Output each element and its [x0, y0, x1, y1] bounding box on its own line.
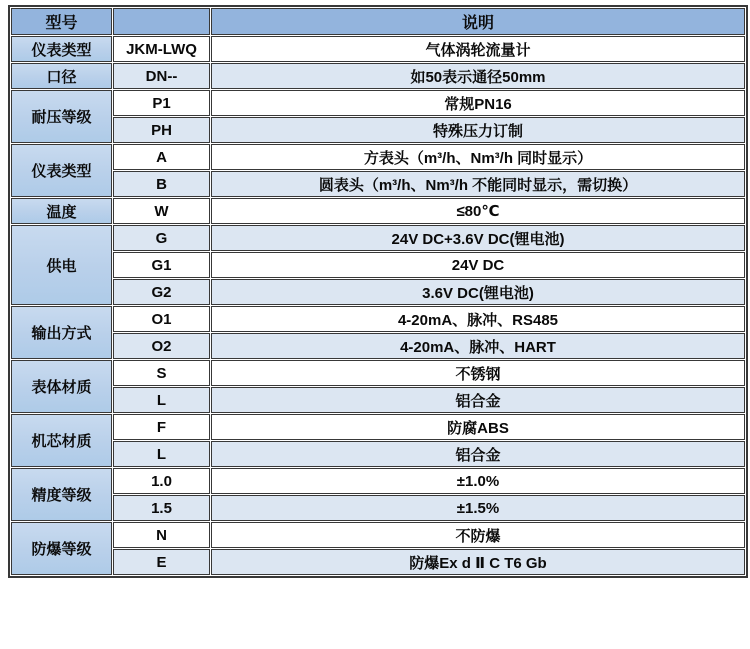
table-row	[11, 333, 745, 359]
code-cell: G	[113, 225, 210, 251]
table-row	[11, 117, 745, 143]
code-cell: O1	[113, 306, 210, 332]
table-row	[11, 252, 745, 278]
code-cell: DN--	[113, 63, 210, 89]
description-cell: ≤80℃	[211, 198, 745, 224]
category-cell: 防爆等级	[11, 522, 112, 575]
spec-table	[8, 5, 748, 578]
table-row	[11, 387, 745, 413]
category-cell: 表体材质	[11, 360, 112, 413]
category-cell: 口径	[11, 63, 112, 89]
description-cell: 方表头（m³/h、Nm³/h 同时显示）	[211, 144, 745, 170]
description-cell: 特殊压力订制	[211, 117, 745, 143]
code-cell: F	[113, 414, 210, 440]
description-cell: 3.6V DC(锂电池)	[211, 279, 745, 305]
category-cell: 精度等级	[11, 468, 112, 521]
table-row	[11, 360, 745, 386]
description-cell: 防腐ABS	[211, 414, 745, 440]
table-row	[11, 549, 745, 575]
table-header-row	[11, 8, 745, 35]
header-description-cell: 说明	[211, 8, 745, 35]
code-cell: L	[113, 441, 210, 467]
code-cell: W	[113, 198, 210, 224]
code-cell: G2	[113, 279, 210, 305]
table-row	[11, 414, 745, 440]
description-cell: 4-20mA、脉冲、HART	[211, 333, 745, 359]
description-cell: ±1.0%	[211, 468, 745, 494]
description-cell: 如50表示通径50mm	[211, 63, 745, 89]
description-cell: 不锈钢	[211, 360, 745, 386]
table-row	[11, 279, 745, 305]
header-model-cell: 型号	[11, 8, 112, 35]
table-row	[11, 144, 745, 170]
table-row	[11, 441, 745, 467]
code-cell: G1	[113, 252, 210, 278]
table-row	[11, 522, 745, 548]
description-cell: 24V DC+3.6V DC(锂电池)	[211, 225, 745, 251]
description-cell: 圆表头（m³/h、Nm³/h 不能同时显示，需切换）	[211, 171, 745, 197]
spec-table-body	[11, 8, 745, 575]
category-cell: 仪表类型	[11, 144, 112, 197]
code-cell: O2	[113, 333, 210, 359]
description-cell: 气体涡轮流量计	[211, 36, 745, 62]
code-cell: JKM-LWQ	[113, 36, 210, 62]
category-cell: 机芯材质	[11, 414, 112, 467]
category-cell: 温度	[11, 198, 112, 224]
description-cell: 常规PN16	[211, 90, 745, 116]
table-row	[11, 36, 745, 62]
code-cell: P1	[113, 90, 210, 116]
category-cell: 耐压等级	[11, 90, 112, 143]
code-cell: PH	[113, 117, 210, 143]
table-row	[11, 171, 745, 197]
description-cell: 铝合金	[211, 387, 745, 413]
description-cell: 24V DC	[211, 252, 745, 278]
description-cell: ±1.5%	[211, 495, 745, 521]
code-cell: 1.0	[113, 468, 210, 494]
code-cell: B	[113, 171, 210, 197]
description-cell: 铝合金	[211, 441, 745, 467]
description-cell: 不防爆	[211, 522, 745, 548]
description-cell: 4-20mA、脉冲、RS485	[211, 306, 745, 332]
table-row	[11, 90, 745, 116]
table-row	[11, 225, 745, 251]
code-cell: S	[113, 360, 210, 386]
code-cell: L	[113, 387, 210, 413]
description-cell: 防爆Ex d Ⅱ C T6 Gb	[211, 549, 745, 575]
category-cell: 仪表类型	[11, 36, 112, 62]
table-row	[11, 306, 745, 332]
category-cell: 输出方式	[11, 306, 112, 359]
table-row	[11, 198, 745, 224]
table-row	[11, 495, 745, 521]
header-code-cell	[113, 8, 210, 35]
code-cell: 1.5	[113, 495, 210, 521]
code-cell: N	[113, 522, 210, 548]
code-cell: E	[113, 549, 210, 575]
category-cell: 供电	[11, 225, 112, 305]
code-cell: A	[113, 144, 210, 170]
table-row	[11, 468, 745, 494]
table-row	[11, 63, 745, 89]
